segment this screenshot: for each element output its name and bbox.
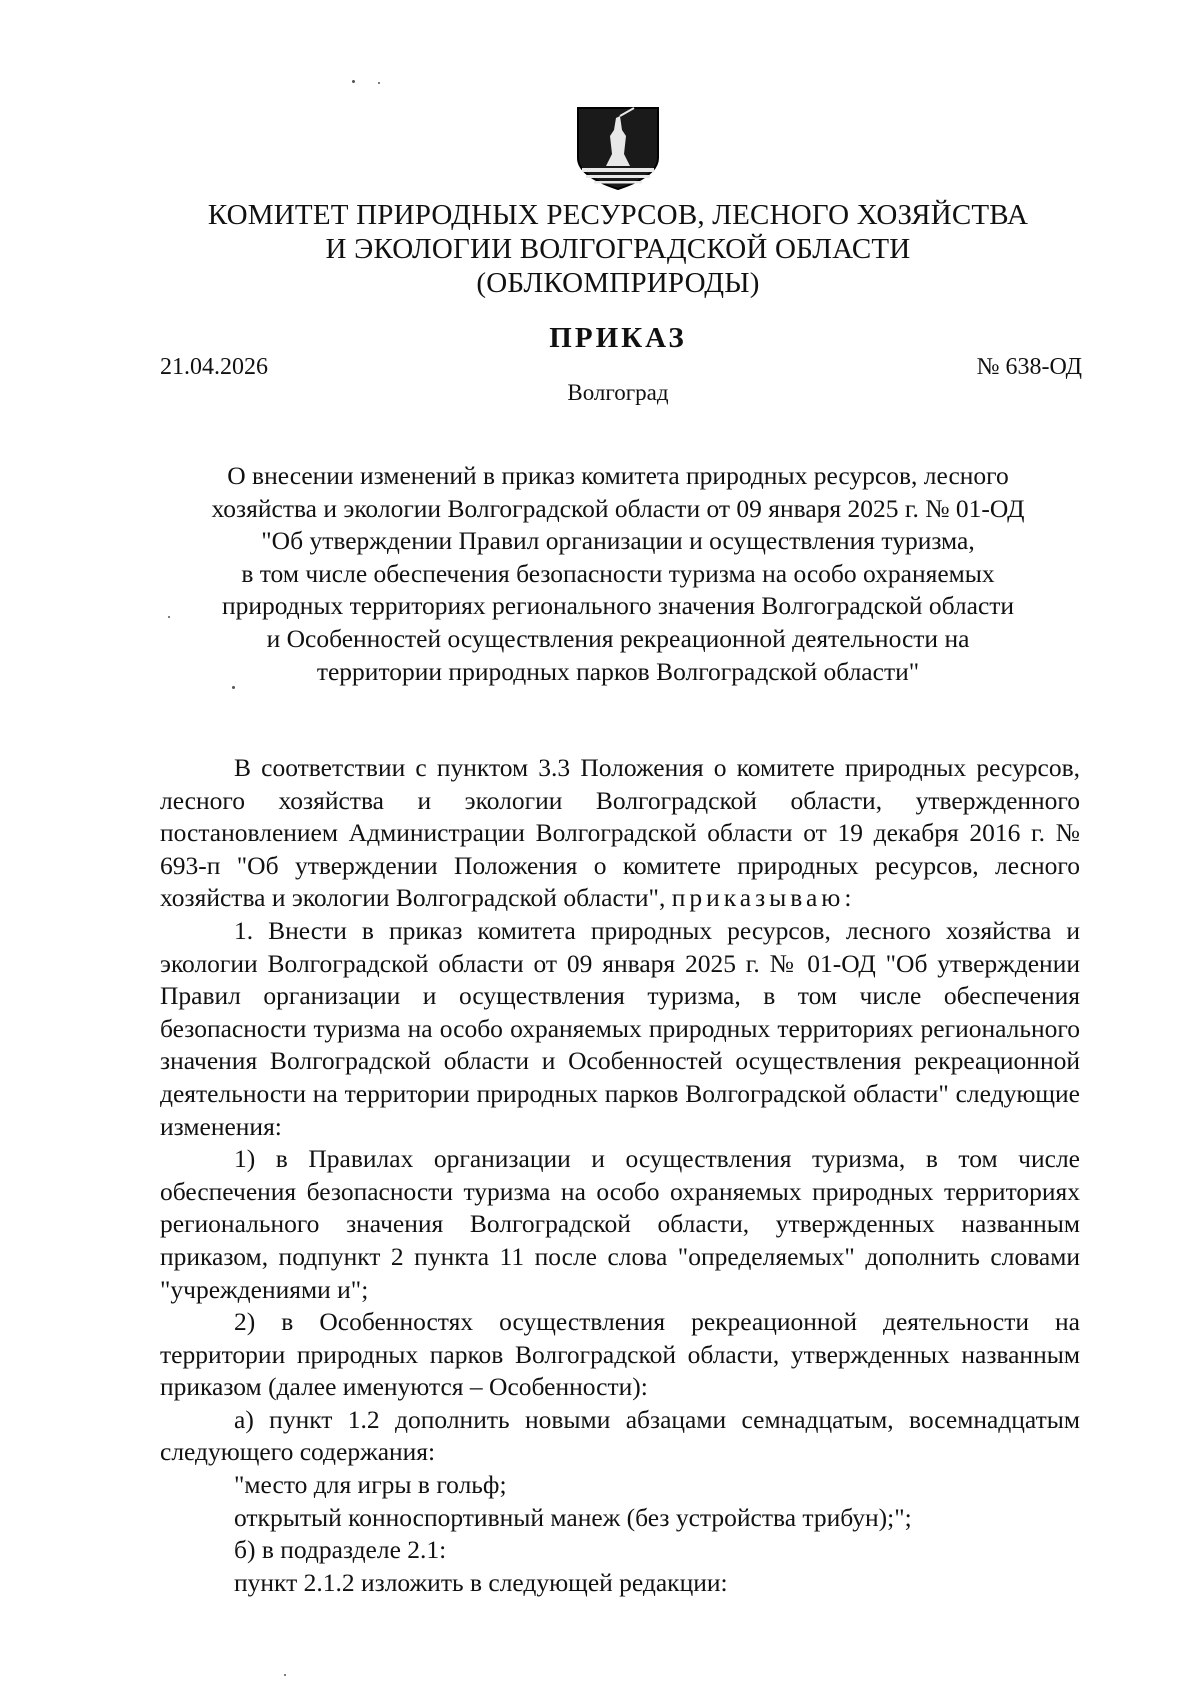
- paragraph-1-1: 1) в Правилах организации и осуществления туризма, в том числе обеспечения безопасности туризма на особо охраняемых природных территориях регионального значения Волгоградской области, утвержденных названным приказом, подпункт 2 пункта 11 после слова "определяемых" дополнить словами "учреждениями и";: [160, 1144, 1080, 1304]
- paragraph-1: 1. Внести в приказ комитета природных ресурсов, лесного хозяйства и экологии Волгоградской области от 09 января 2025 г. № 01-ОД "Об утверждении Правил организации и осуществления туризма, в том числе обеспечения безопасности туризма на особо охраняемых природных территориях регионального значения Волгоградской области и Особенностей осуществления рекреационной деятельности на территории природных парков Волгоградской области" следующие изменения:: [160, 915, 1080, 1141]
- organization-name: [120, 198, 1116, 300]
- order-number: № 638-ОД: [976, 354, 1082, 380]
- paragraph-a: а) пункт 1.2 дополнить новыми абзацами семнадцатым, восемнадцатым следующего содержания:: [160, 1404, 1080, 1467]
- volgograd-emblem-icon: [576, 106, 660, 191]
- paragraph-1-2: 2) в Особенностях осуществления рекреационной деятельности на территории природных парков Волгоградской области, утвержденных названным приказом (далее именуются – Особенности):: [160, 1307, 1080, 1402]
- scan-speck: [232, 686, 235, 689]
- org-line-3: (ОБЛКОМПРИРОДЫ): [476, 267, 760, 299]
- subject-line: О внесении изменений в приказ комитета природных ресурсов, лесного: [227, 461, 1009, 490]
- order-subject: [120, 460, 1116, 688]
- subject-line: и Особенностей осуществления рекреационной деятельности на: [266, 623, 970, 653]
- preamble-text: В соответствии с пунктом 3.3 Положения о комитете природных ресурсов, лесного хозяйства и экологии Волгоградской области, утвержденного постановлением Администрации Волгоградской области от 19 декабря 2016 г. № 693-п "Об утверждении Положения о комитете природных ресурсов, лесного хозяйства и экологии Волгоградской области",: [160, 753, 1080, 913]
- scan-speck: [378, 82, 380, 84]
- paragraph-quote-1: "место для игры в гольф;: [234, 1470, 507, 1500]
- subject-line: территории природных парков Волгоградской области": [316, 656, 920, 686]
- org-line-1: КОМИТЕТ ПРИРОДНЫХ РЕСУРСОВ, ЛЕСНОГО ХОЗЯЙСТВА: [207, 199, 1029, 231]
- org-line-2: И ЭКОЛОГИИ ВОЛГОГРАДСКОЙ ОБЛАСТИ: [325, 233, 911, 265]
- order-date: 21.04.2026: [160, 354, 268, 380]
- paragraph-quote-2: открытый конноспортивный манеж (без устройства трибун);";: [234, 1502, 912, 1532]
- order-body: [160, 752, 1080, 1599]
- preamble-verb: приказываю:: [671, 883, 856, 913]
- subject-line: в том числе обеспечения безопасности туризма на особо охраняемых: [241, 558, 995, 588]
- order-title: ПРИКАЗ: [549, 322, 687, 354]
- preamble-paragraph: [160, 752, 1080, 915]
- paragraph-b-1: пункт 2.1.2 изложить в следующей редакции:: [234, 1567, 728, 1597]
- subject-line: хозяйства и экологии Волгоградской области от 09 января 2025 г. № 01-ОД: [211, 493, 1025, 523]
- subject-line: природных территориях регионального значения Волгоградской области: [221, 591, 1015, 621]
- scan-speck: [168, 616, 170, 618]
- scan-speck: [352, 80, 355, 83]
- order-city: Волгоград: [567, 380, 669, 405]
- paragraph-b: б) в подразделе 2.1:: [234, 1535, 447, 1565]
- scan-speck: [284, 1674, 286, 1676]
- subject-line: "Об утверждении Правил организации и осуществления туризма,: [261, 526, 975, 556]
